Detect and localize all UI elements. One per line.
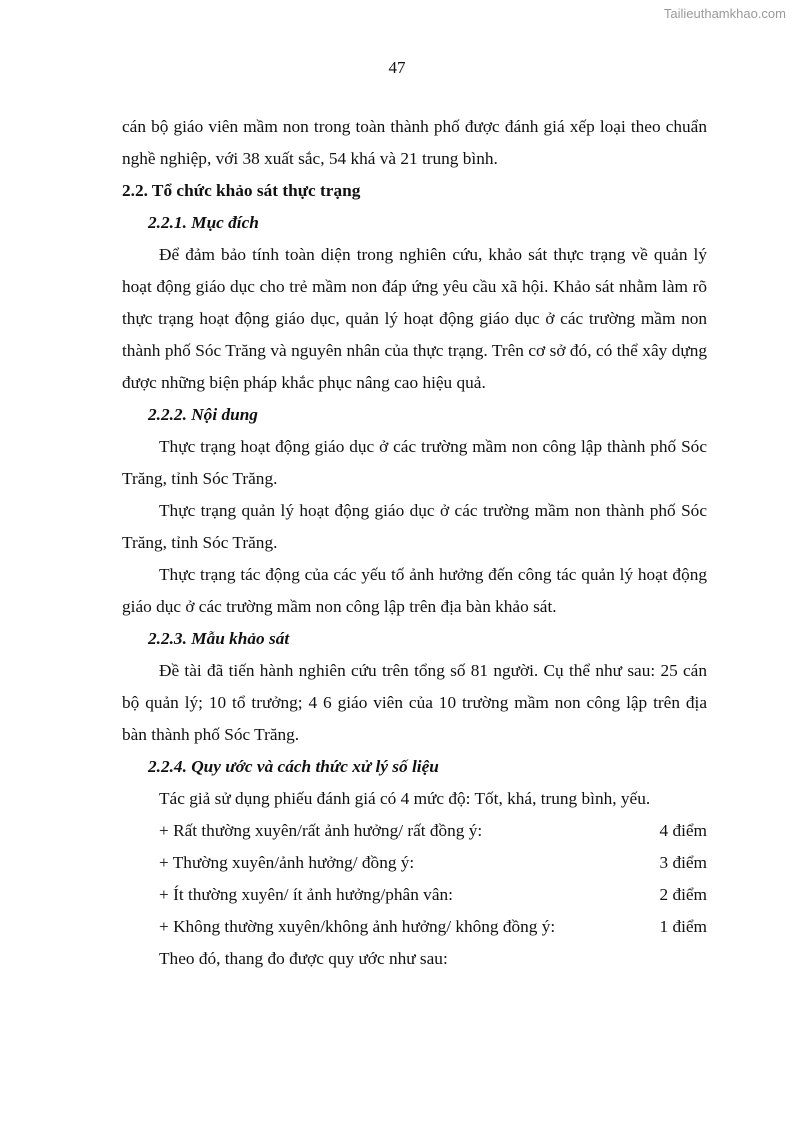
document-body: [122, 111, 707, 975]
scale-outro: Theo đó, thang đo được quy ước như sau:: [159, 949, 448, 968]
scale-row-4: [122, 815, 707, 847]
sample-paragraph: Đề tài đã tiến hành nghiên cứu trên tổng số 81 người. Cụ thể như sau: 25 cán bộ quản lý; 10 tổ trưởng; 4 6 giáo viên của 10 trường mầm non công lập trên địa bàn thành phố Sóc Trăng.: [122, 661, 707, 744]
rating-intro: Tác giả sử dụng phiếu đánh giá có 4 mức độ: Tốt, khá, trung bình, yếu.: [159, 789, 651, 808]
content-paragraph-2: Thực trạng quản lý hoạt động giáo dục ở các trường mầm non thành phố Sóc Trăng, tỉnh Sóc Trăng.: [122, 501, 707, 552]
scale-label: + Không thường xuyên/không ảnh hưởng/ không đồng ý:: [159, 917, 556, 936]
content-paragraph-1: Thực trạng hoạt động giáo dục ở các trường mầm non công lập thành phố Sóc Trăng, tỉnh Sóc Trăng.: [122, 437, 707, 488]
purpose-paragraph: Để đảm bảo tính toàn diện trong nghiên cứu, khảo sát thực trạng về quản lý hoạt động giáo dục cho trẻ mầm non đáp ứng yêu cầu xã hội. Khảo sát nhằm làm rõ thực trạng hoạt động giáo dục, quản lý hoạt động giáo dục ở các trường mầm non thành phố Sóc Trăng và nguyên nhân của thực trạng. Trên cơ sở đó, có thể xây dựng được những biện pháp khắc phục nâng cao hiệu quả.: [122, 245, 707, 392]
scale-label: + Rất thường xuyên/rất ảnh hưởng/ rất đồng ý:: [159, 821, 483, 840]
scale-row-2: [122, 879, 707, 911]
subsection-heading-2-2-2: 2.2.2. Nội dung: [148, 405, 258, 424]
scale-value: 3 điểm: [659, 853, 707, 872]
scale-label: + Ít thường xuyên/ ít ảnh hưởng/phân vân:: [159, 885, 453, 904]
section-heading-2-2: 2.2. Tổ chức khảo sát thực trạng: [122, 181, 361, 200]
page-number: 47: [388, 58, 406, 77]
scale-value: 4 điểm: [659, 821, 707, 840]
scale-value: 1 điểm: [659, 917, 707, 936]
subsection-heading-2-2-4: 2.2.4. Quy ước và cách thức xử lý số liệu: [148, 757, 439, 776]
scale-value: 2 điểm: [659, 885, 707, 904]
scale-row-1: [122, 911, 707, 943]
scale-label: + Thường xuyên/ảnh hưởng/ đồng ý:: [159, 853, 415, 872]
subsection-heading-2-2-1: 2.2.1. Mục đích: [148, 213, 259, 232]
subsection-heading-2-2-3: 2.2.3. Mẫu khảo sát: [148, 629, 290, 648]
scale-row-3: [122, 847, 707, 879]
intro-paragraph: cán bộ giáo viên mầm non trong toàn thành phố được đánh giá xếp loại theo chuẩn nghề nghiệp, với 38 xuất sắc, 54 khá và 21 trung bình.: [122, 117, 707, 168]
watermark: Tailieuthamkhao.com: [663, 6, 786, 21]
content-paragraph-3: Thực trạng tác động của các yếu tố ảnh hưởng đến công tác quản lý hoạt động giáo dục ở các trường mầm non công lập trên địa bàn khảo sát.: [122, 565, 707, 616]
